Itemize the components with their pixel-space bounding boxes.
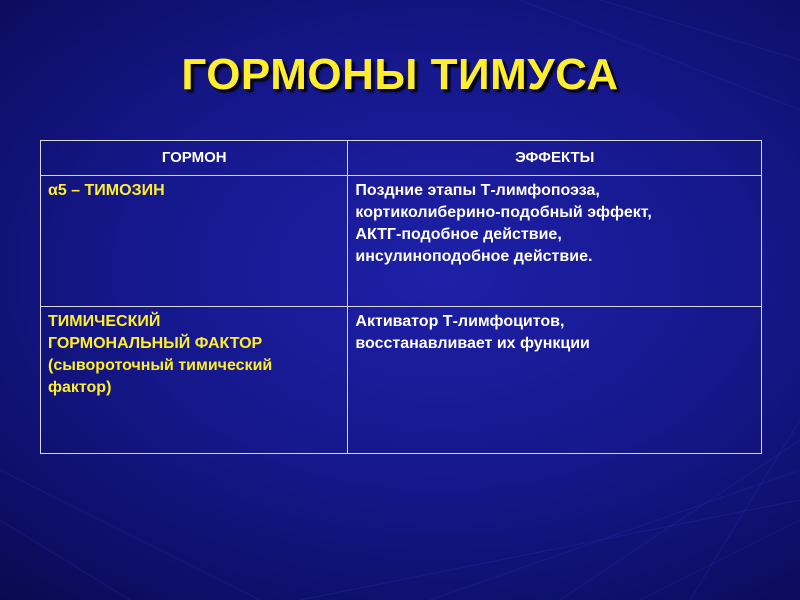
hormone-cell — [41, 176, 348, 307]
hormones-table — [40, 140, 762, 454]
hormone-name-line: α5 – ТИМОЗИН — [48, 182, 165, 199]
slide-title: ГОРМОНЫ ТИМУСА — [181, 50, 619, 99]
hormone-name-line: ГОРМОНАЛЬНЫЙ ФАКТОР — [48, 335, 263, 352]
effects-cell — [348, 307, 762, 454]
effects-cell — [348, 176, 762, 307]
hormone-name-line: фактор) — [48, 379, 112, 396]
effect-line: инсулиноподобное действие. — [355, 248, 593, 265]
effect-line: Поздние этапы Т-лимфопоэза, — [355, 182, 600, 199]
table-row — [41, 307, 762, 454]
table-header-row — [41, 141, 762, 176]
hormone-name-line: (сывороточный тимический — [48, 357, 273, 374]
header-effects: ЭФФЕКТЫ — [348, 141, 762, 176]
table-row — [41, 176, 762, 307]
hormone-cell — [41, 307, 348, 454]
effect-line: АКТГ-подобное действие, — [355, 226, 562, 243]
effect-line: Активатор Т-лимфоцитов, — [355, 313, 565, 330]
header-hormone: ГОРМОН — [41, 141, 348, 176]
hormone-name-line: ТИМИЧЕСКИЙ — [48, 313, 161, 330]
effect-line: кортиколиберино-подобный эффект, — [355, 204, 652, 221]
effect-line: восстанавливает их функции — [355, 335, 590, 352]
